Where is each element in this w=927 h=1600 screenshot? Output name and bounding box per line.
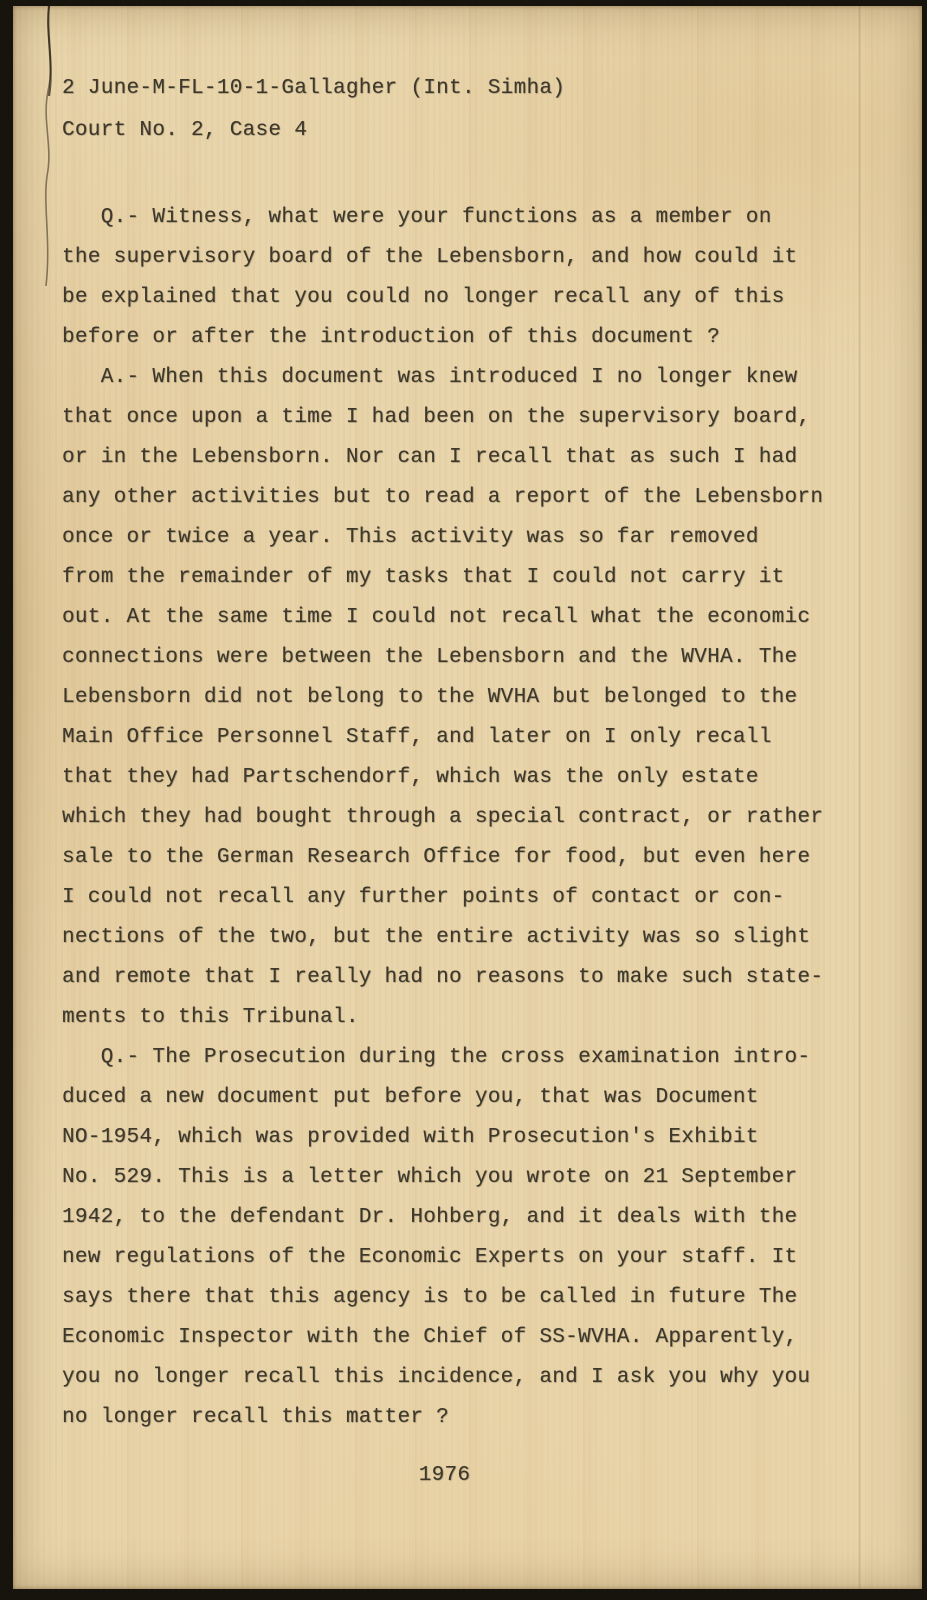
paper-page xyxy=(13,6,922,1589)
text-line: any other activities but to read a report of the Lebensborn xyxy=(62,486,824,509)
text-line: from the remainder of my tasks that I could not carry it xyxy=(62,566,785,589)
text-line: you no longer recall this incidence, and I ask you why you xyxy=(62,1366,811,1389)
text-line: says there that this agency is to be called in future The xyxy=(62,1286,798,1309)
text-line: Q.- Witness, what were your functions as a member on xyxy=(62,206,772,229)
text-line: the supervisory board of the Lebensborn, and how could it xyxy=(62,246,798,269)
text-line: NO-1954, which was provided with Prosecution's Exhibit xyxy=(62,1126,759,1149)
text-line: No. 529. This is a letter which you wrote on 21 September xyxy=(62,1166,798,1189)
text-line: nections of the two, but the entire activity was so slight xyxy=(62,926,811,949)
text-line: out. At the same time I could not recall what the economic xyxy=(62,606,811,629)
text-line: be explained that you could no longer recall any of this xyxy=(62,286,785,309)
text-line: and remote that I really had no reasons to make such state- xyxy=(62,966,824,989)
text-line: Court No. 2, Case 4 xyxy=(62,119,308,142)
text-line: Economic Inspector with the Chief of SS-WVHA. Apparently, xyxy=(62,1326,798,1349)
text-line: that they had Partschendorf, which was the only estate xyxy=(62,766,759,789)
text-line: or in the Lebensborn. Nor can I recall that as such I had xyxy=(62,446,798,469)
text-line: no longer recall this matter ? xyxy=(62,1406,450,1429)
page-number: 1976 xyxy=(418,1464,471,1487)
text-line: A.- When this document was introduced I no longer knew xyxy=(62,366,798,389)
text-line: once or twice a year. This activity was so far removed xyxy=(62,526,759,549)
text-line: Q.- The Prosecution during the cross examination intro- xyxy=(62,1046,811,1069)
transcript-header xyxy=(62,68,887,152)
text-line: new regulations of the Economic Experts on your staff. It xyxy=(62,1246,798,1269)
text-line: 2 June-M-FL-10-1-Gallagher (Int. Simha) xyxy=(62,77,566,100)
text-line: 1942, to the defendant Dr. Hohberg, and it deals with the xyxy=(62,1206,798,1229)
text-line: sale to the German Research Office for food, but even here xyxy=(62,846,811,869)
text-line: duced a new document put before you, that was Document xyxy=(62,1086,759,1109)
text-line: connections were between the Lebensborn and the WVHA. The xyxy=(62,646,798,669)
text-line: before or after the introduction of this document ? xyxy=(62,326,721,349)
text-line: Lebensborn did not belong to the WVHA but belonged to the xyxy=(62,686,798,709)
text-line: ments to this Tribunal. xyxy=(62,1006,359,1029)
text-line: that once upon a time I had been on the supervisory board, xyxy=(62,406,811,429)
text-line: Main Office Personnel Staff, and later on I only recall xyxy=(62,726,772,749)
transcript-body xyxy=(62,198,887,1438)
text-line: I could not recall any further points of contact or con- xyxy=(62,886,785,909)
page-content xyxy=(62,68,887,1496)
text-line: which they had bought through a special contract, or rather xyxy=(62,806,824,829)
